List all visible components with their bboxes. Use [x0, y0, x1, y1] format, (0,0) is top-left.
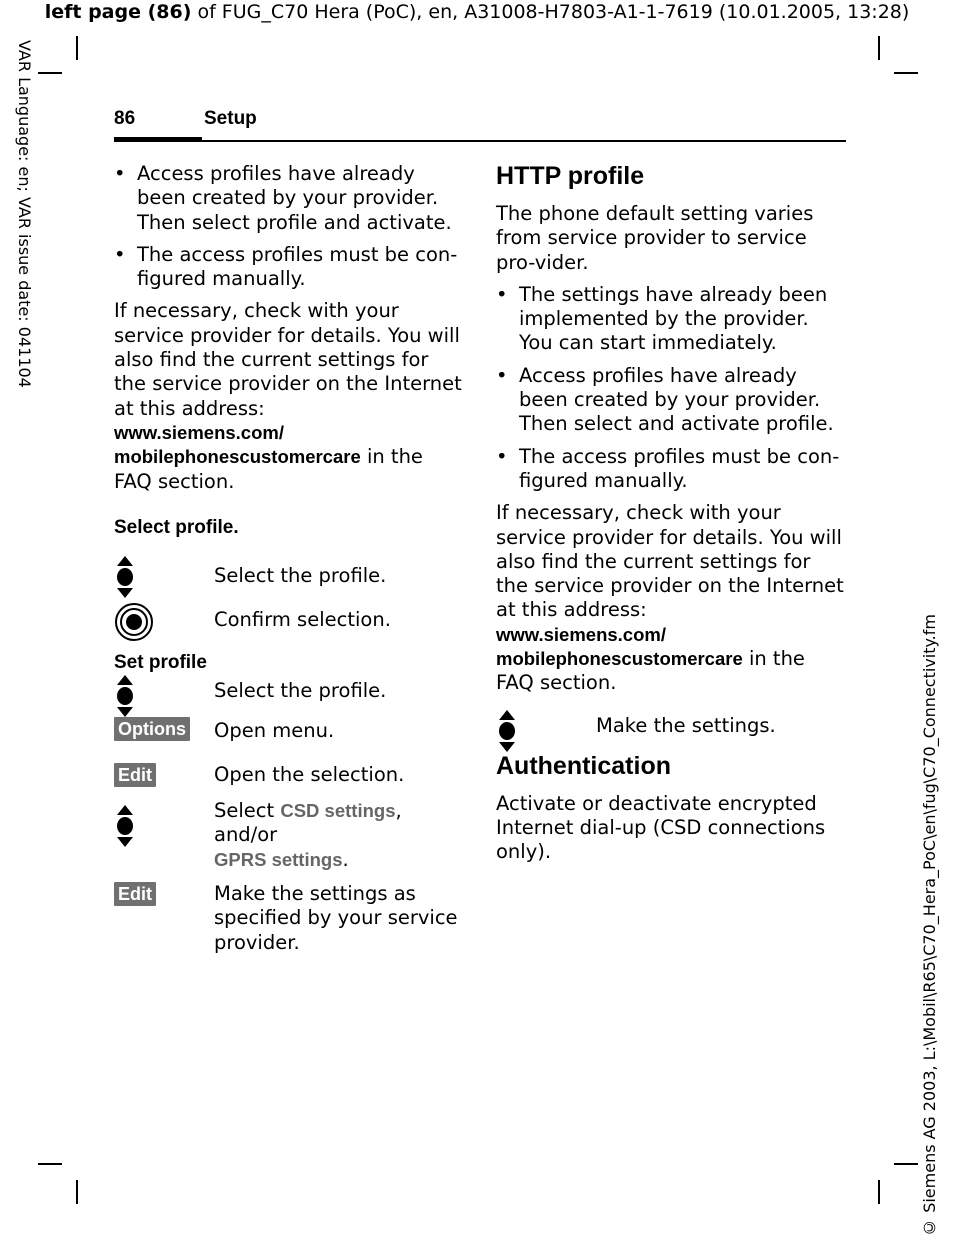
- step-make-settings: [114, 882, 464, 955]
- step-text: Make the settings.: [596, 713, 776, 737]
- step-text: Select CSD settings, and/or GPRS settings.: [214, 799, 402, 871]
- left-bullet-list: [114, 162, 464, 291]
- authentication-heading: Authentication: [496, 751, 671, 780]
- crop-mark: [76, 1180, 78, 1204]
- navigation-key-icon: [496, 710, 586, 752]
- url-line-2: mobilephonescustomercare: [496, 648, 743, 670]
- section-title: Setup: [204, 108, 257, 129]
- crop-mark: [894, 72, 918, 74]
- step-select-profile: [114, 556, 464, 588]
- authentication-paragraph: Activate or deactivate encrypted Internet dial-up (CSD connections only).: [496, 791, 826, 864]
- page-number: 86: [114, 108, 136, 129]
- csd-settings-menu-item: CSD settings: [280, 800, 396, 822]
- navigation-key-icon: [114, 805, 204, 847]
- list-item: • Access profiles have already been created by your provider. Then select profile and activate.: [114, 162, 464, 235]
- url-suffix: in the FAQ section.: [114, 445, 423, 493]
- navigation-key-icon: [114, 556, 204, 598]
- step-confirm-selection: [114, 602, 464, 632]
- print-header-bold: left page (86): [44, 1, 192, 23]
- crop-mark: [38, 1163, 62, 1165]
- crop-mark: [76, 36, 78, 60]
- http-profile-heading: HTTP profile: [496, 162, 645, 190]
- list-item: • Access profiles have already been created by your provider. Then select and activate profile.: [496, 364, 846, 437]
- crop-mark: [894, 1163, 918, 1165]
- url-line-1: www.siemens.com/: [114, 421, 284, 443]
- navigation-key-icon: [114, 675, 204, 717]
- step-open-selection: [114, 763, 464, 793]
- left-column: [114, 162, 464, 969]
- running-head: [114, 106, 846, 142]
- left-info-paragraph: If necessary, check with your service provider for details. You will also find the current settings for the service provider on the Internet at this address: www.siemens.com/ mobilephonescustomercare in the FAQ section.: [114, 299, 462, 493]
- step-text: Open the selection.: [214, 763, 405, 787]
- step-text: Select the profile.: [214, 564, 387, 588]
- right-info-paragraph: If necessary, check with your service provider for details. You will also find the current settings for the service provider on the Internet at this address: www.siemens.com/ mobilephonescustomercare in the FAQ section.: [496, 501, 844, 695]
- right-column: [496, 162, 846, 873]
- gprs-settings-menu-item: GPRS settings: [214, 848, 343, 870]
- step-text: Make the settings as specified by your service provider.: [214, 881, 458, 954]
- step-open-menu: [114, 717, 464, 747]
- edit-softkey[interactable]: Edit: [114, 763, 156, 787]
- set-profile-heading: Set profile: [114, 651, 207, 673]
- print-header-rest: of FUG_C70 Hera (PoC), en, A31008-H7803-A1-1-7619 (10.01.2005, 13:28): [191, 1, 910, 23]
- crop-mark: [38, 72, 62, 74]
- side-text-left: VAR Language: en; VAR issue date: 041104: [15, 40, 34, 388]
- side-text-right: © Siemens AG 2003, L:\Mobil\R65\C70_Hera_PoC\en\fug\C70_Connectivity.fm: [920, 614, 939, 1237]
- step-text: Confirm selection.: [214, 608, 391, 632]
- list-item: • The access profiles must be con-figured manually.: [496, 445, 846, 494]
- step-text: Select the profile.: [214, 679, 387, 703]
- page-number-bar: [114, 137, 202, 142]
- right-bullet-list: [496, 283, 846, 493]
- url-suffix: in the FAQ section.: [496, 647, 805, 695]
- http-profile-paragraph: The phone default setting varies from service provider to service pro-vider.: [496, 202, 814, 274]
- step-make-the-settings: [496, 710, 846, 740]
- crop-mark: [878, 36, 880, 60]
- step-text: Open menu.: [214, 719, 335, 743]
- select-profile-heading: Select profile.: [114, 516, 239, 538]
- list-item: • The access profiles must be con-figured manually.: [114, 243, 464, 292]
- list-item: • The settings have already been implemented by the provider. You can start immediately.: [496, 283, 846, 356]
- print-header: [0, 0, 954, 24]
- options-softkey[interactable]: Options: [114, 717, 190, 741]
- url-line-2: mobilephonescustomercare: [114, 446, 361, 468]
- edit-softkey[interactable]: Edit: [114, 882, 156, 906]
- url-line-1: www.siemens.com/: [496, 623, 666, 645]
- center-key-icon: [114, 602, 204, 642]
- crop-mark: [878, 1180, 880, 1204]
- step-select-settings: [114, 799, 464, 872]
- step-set-select-profile: [114, 675, 464, 705]
